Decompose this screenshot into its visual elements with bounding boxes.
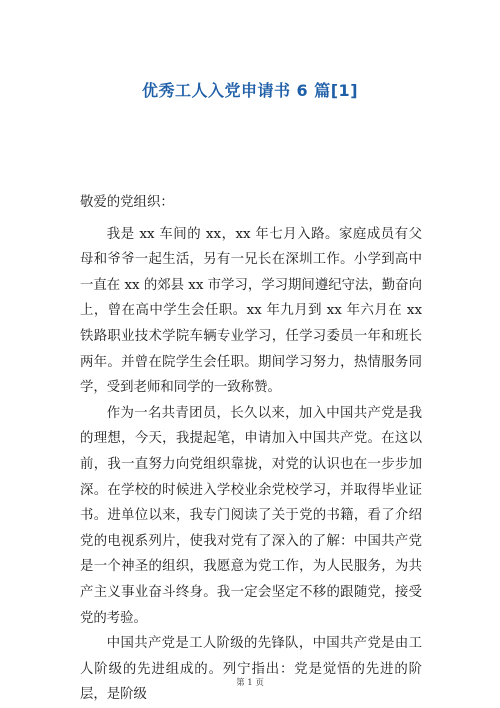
paragraph-3: 中国共产党是工人阶级的先锋队，中国共产党是由工人阶级的先进组成的。列宁指出：党是觉悟的先进的阶层，是阶级 bbox=[80, 636, 422, 703]
paragraph-1: 我是 xx 车间的 xx，xx 年七月入路。家庭成员有父母和爷爷一起生活，另有一兄长在深圳工作。小学到高中一直在 xx 的郊县 xx 市学习，学习期间遵纪守法，勤奋向上，曾在高中学生会任职。xx 年九月到 xx 年六月在 xx 铁路职业技术学院车辆专业学习，任学习委员一年和班长两年。并曾在院学生会任职。期间学习努力，热情服务同学，受到老师和同学的一致称赞。 bbox=[80, 226, 422, 396]
document-body bbox=[80, 190, 422, 708]
page-number-footer: 第 1 页 bbox=[236, 678, 264, 688]
document-title: 优秀工人入党申请书 6 篇[1] bbox=[141, 81, 359, 100]
paragraph-2: 作为一名共青团员，长久以来，加入中国共产党是我的理想，今天，我提起笔，申请加入中国共产党。在这以前，我一直努力向党组织靠拢，对党的认识也在一步步加深。在学校的时候进入学校业余党校学习，并取得毕业证书。进单位以来，我专门阅读了关于党的书籍，看了介绍党的电视系列片，使我对党有了深入的了解：中国共产党是一个神圣的组织，我愿意为党工作，为人民服务，为共产主义事业奋斗终身。我一定会坚定不移的跟随党，接受党的考验。 bbox=[80, 405, 422, 626]
salutation: 敬爱的党组织： bbox=[80, 195, 174, 210]
